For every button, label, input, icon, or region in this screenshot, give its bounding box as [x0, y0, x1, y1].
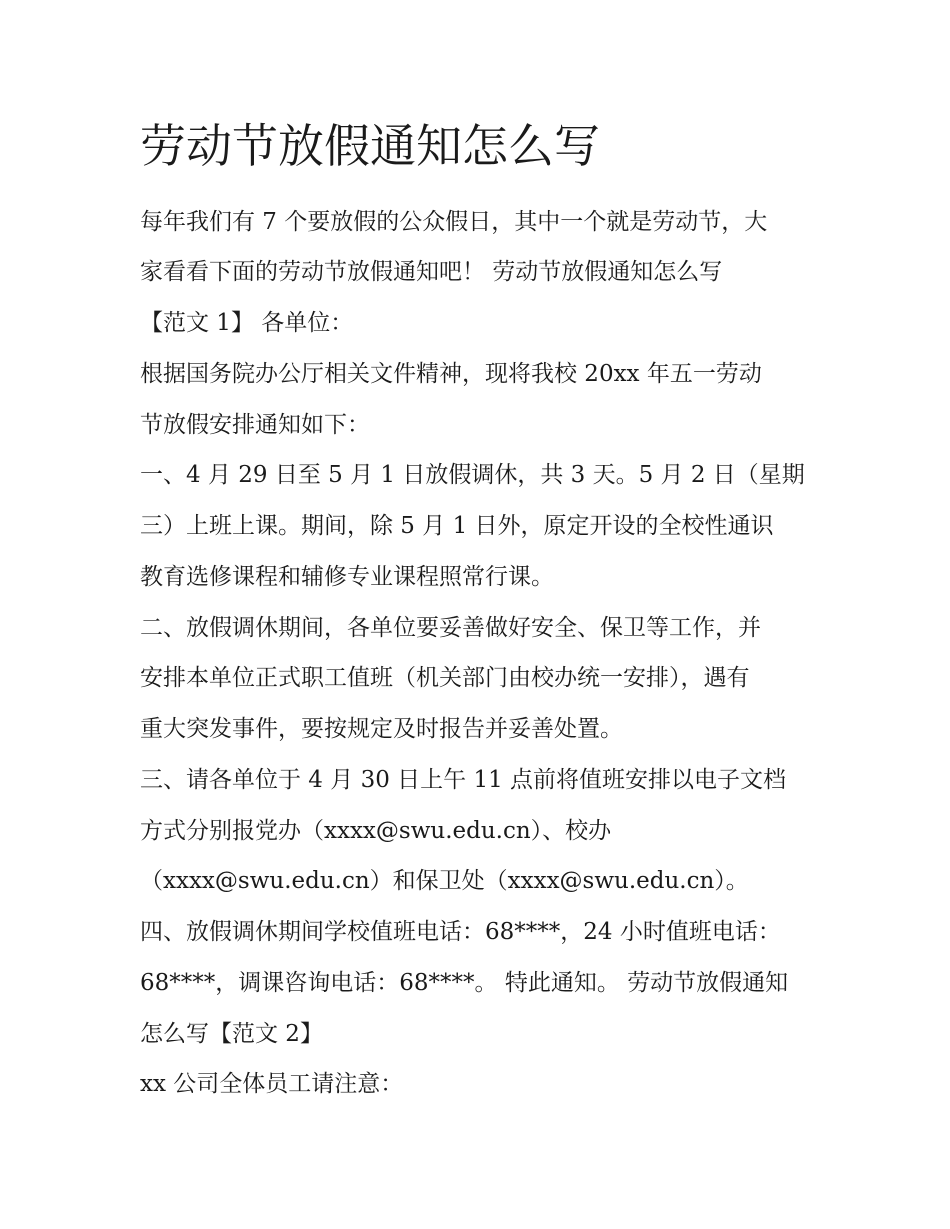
- body-line-11: 重大突发事件，要按规定及时报告并妥善处置。: [140, 716, 623, 742]
- body-line-17: 怎么写【范文 2】: [140, 1021, 323, 1047]
- body-line-7: 三）上班上课。期间，除 5 月 1 日外，原定开设的全校性通识: [140, 513, 774, 539]
- document-title: 劳动节放假通知怎么写: [140, 119, 600, 173]
- body-line-18: xx 公司全体员工请注意：: [140, 1071, 404, 1097]
- body-line-15: 四、放假调休期间学校值班电话：68****，24 小时值班电话：: [140, 919, 781, 945]
- body-line-1: 每年我们有 7 个要放假的公众假日，其中一个就是劳动节，大: [140, 209, 768, 235]
- body-line-8: 教育选修课程和辅修专业课程照常行课。: [140, 564, 554, 590]
- body-line-16: 68****，调课咨询电话：68****。 特此通知。 劳动节放假通知: [140, 970, 789, 996]
- body-line-5: 节放假安排通知如下：: [140, 412, 370, 438]
- body-line-2: 家看看下面的劳动节放假通知吧！ 劳动节放假通知怎么写: [140, 259, 723, 285]
- body-line-12: 三、请各单位于 4 月 30 日上午 11 点前将值班安排以电子文档: [140, 767, 787, 793]
- body-line-14: （xxxx@swu.edu.cn）和保卫处（xxxx@swu.edu.cn）。: [140, 868, 749, 894]
- body-line-10: 安排本单位正式职工值班（机关部门由校办统一安排），遇有: [140, 665, 750, 691]
- body-line-6: 一、4 月 29 日至 5 月 1 日放假调休，共 3 天。5 月 2 日（星期: [140, 462, 805, 488]
- body-line-3: 【范文 1】 各单位：: [140, 310, 354, 336]
- body-line-4: 根据国务院办公厅相关文件精神，现将我校 20xx 年五一劳动: [140, 361, 762, 387]
- body-line-9: 二、放假调休期间，各单位要妥善做好安全、保卫等工作，并: [140, 615, 761, 641]
- body-line-13: 方式分别报党办（xxxx@swu.edu.cn）、校办: [140, 818, 612, 844]
